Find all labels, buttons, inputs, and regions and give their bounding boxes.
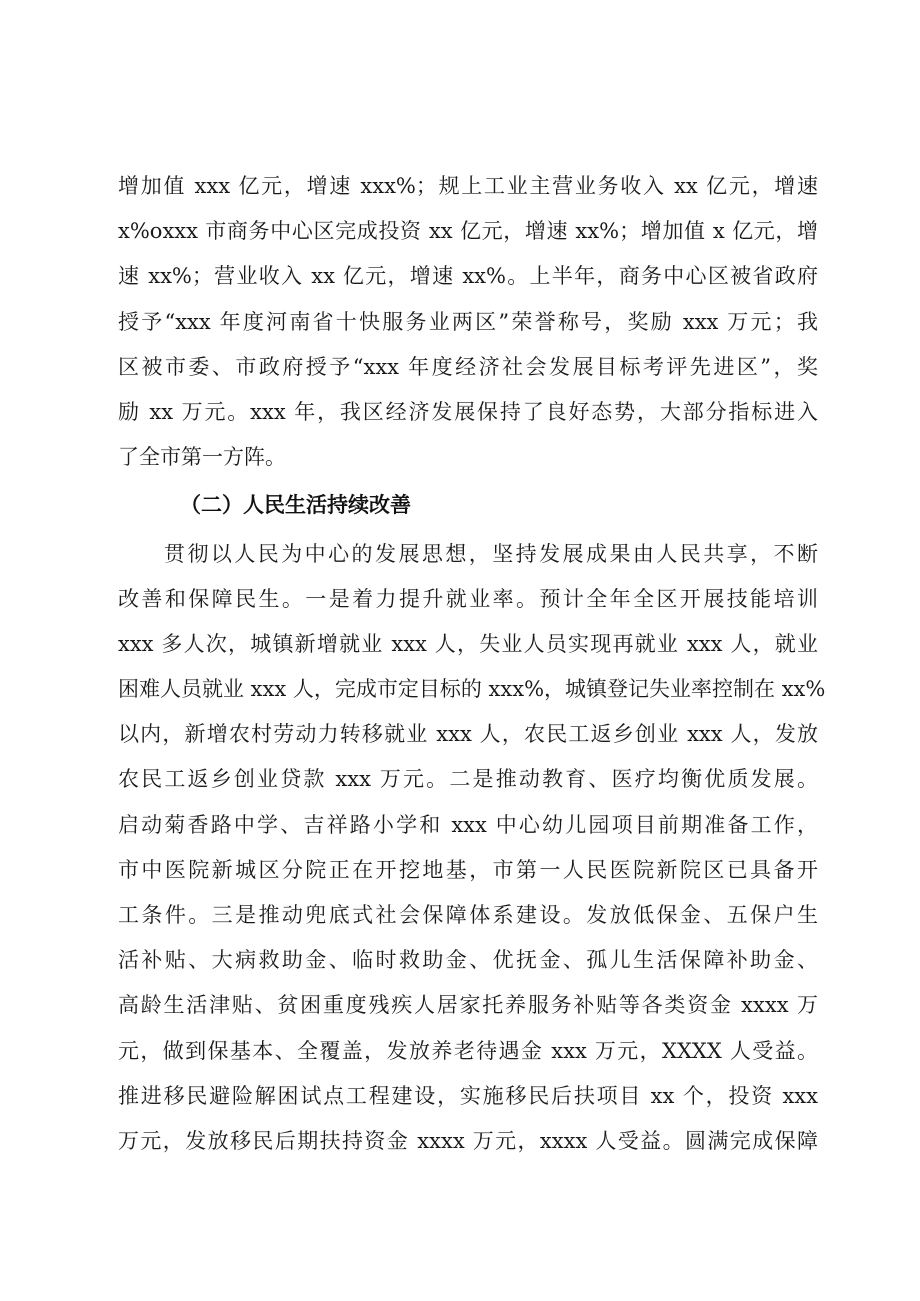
document-body <box>118 164 826 1164</box>
text-line: 贯彻以人民为中心的发展思想，坚持发展成果由人民共享，不断 <box>164 541 818 566</box>
text-line: 市中医院新城区分院正在开挖地基，市第一人民医院新院区已具备开 <box>118 857 818 882</box>
text-line: 农民工返乡创业贷款 xxx 万元。二是推动教育、医疗均衡优质发展。 <box>118 767 818 792</box>
text-line: 启动菊香路中学、吉祥路小学和 xxx 中心幼儿园项目前期准备工作， <box>118 812 818 837</box>
section-heading: （二）人民生活持续改善 <box>180 493 411 518</box>
text-line: x%oxxx 市商务中心区完成投资 xx 亿元，增速 xx%；增加值 x 亿元，增 <box>118 219 818 244</box>
text-line: 元，做到保基本、全覆盖，发放养老待遇金 xxx 万元，XXXX 人受益。 <box>118 1038 818 1063</box>
paragraph-economic-growth <box>118 164 818 480</box>
text-line: 推进移民避险解困试点工程建设，实施移民后扶项目 xx 个，投资 xxx <box>118 1083 818 1108</box>
text-line: 授予“xxx 年度河南省十快服务业两区”荣誉称号，奖励 xxx 万元；我 <box>118 309 818 334</box>
paragraph-livelihood <box>118 532 826 1165</box>
text-line: xxx 多人次，城镇新增就业 xxx 人，失业人员实现再就业 xxx 人，就业 <box>118 631 818 656</box>
text-line: 区被市委、市政府授予“xxx 年度经济社会发展目标考评先进区”，奖 <box>118 354 818 379</box>
text-line: 励 xx 万元。xxx 年，我区经济发展保持了良好态势，大部分指标进入 <box>118 399 818 424</box>
text-line: 高龄生活津贴、贫困重度残疾人居家托养服务补贴等各类资金 xxxx 万 <box>118 993 818 1018</box>
text-line: 困难人员就业 xxx 人，完成市定目标的 xxx%，城镇登记失业率控制在 xx% <box>118 677 826 702</box>
text-line: 增加值 xxx 亿元，增速 xxx%；规上工业主营业务收入 xx 亿元，增速 <box>118 174 818 198</box>
text-line: 改善和保障民生。一是着力提升就业率。预计全年全区开展技能培训 <box>118 586 818 611</box>
text-line: 活补贴、大病救助金、临时救助金、优抚金、孤儿生活保障补助金、 <box>118 948 818 973</box>
text-line: 以内，新增农村劳动力转移就业 xxx 人，农民工返乡创业 xxx 人，发放 <box>118 722 818 747</box>
text-line: 万元，发放移民后期扶持资金 xxxx 万元，xxxx 人受益。圆满完成保障 <box>118 1128 818 1153</box>
text-line: 工条件。三是推动兜底式社会保障体系建设。发放低保金、五保户生 <box>118 903 818 927</box>
text-line: 速 xx%；营业收入 xx 亿元，增速 xx%。上半年，商务中心区被省政府 <box>118 264 818 289</box>
text-line: 了全市第一方阵。 <box>118 445 286 470</box>
